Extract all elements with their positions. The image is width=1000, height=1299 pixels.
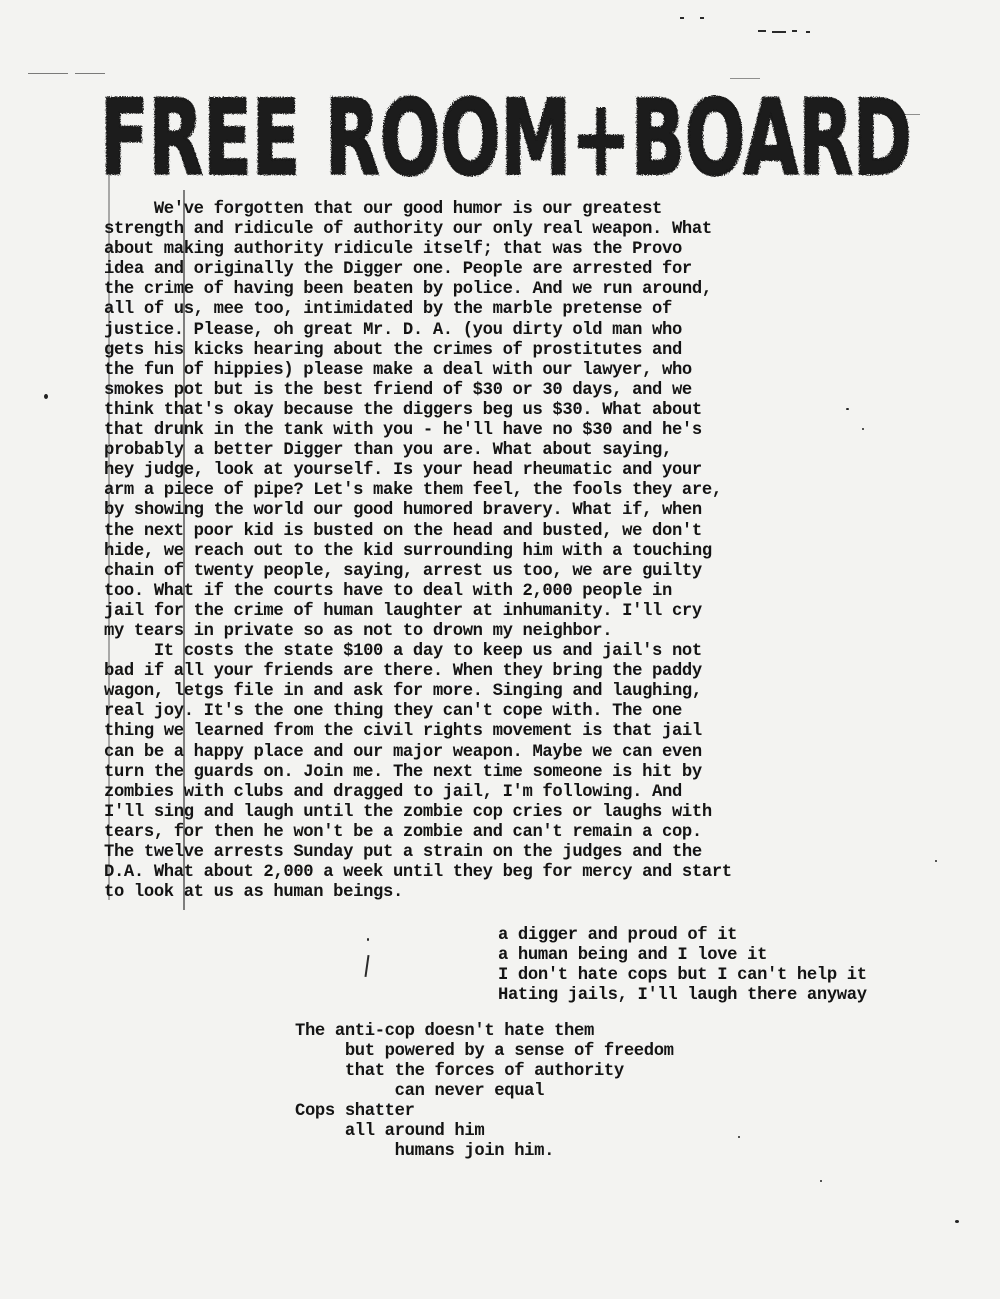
body-line: my tears in private so as not to drown my neighbor. bbox=[104, 621, 613, 641]
paper-speck bbox=[367, 938, 369, 941]
top-dash-mark bbox=[772, 31, 786, 33]
body-line: tears, for then he won't be a zombie and can't remain a cop. bbox=[104, 822, 702, 842]
paper-speck bbox=[955, 1220, 959, 1223]
body-line: I'll sing and laugh until the zombie cop cries or laughs with bbox=[104, 802, 712, 822]
body-line: hey judge, look at yourself. Is your head rheumatic and your bbox=[104, 461, 702, 481]
body-line: probably a better Digger than you are. What about saying, bbox=[104, 441, 672, 461]
body-line: idea and originally the Digger one. People are arrested for bbox=[104, 260, 692, 280]
top-dash-mark bbox=[806, 31, 810, 33]
body-line: about making authority ridicule itself; that was the Provo bbox=[104, 240, 682, 260]
top-dash-mark bbox=[680, 17, 684, 19]
body-line: all of us, mee too, intimidated by the marble pretense of bbox=[104, 300, 672, 320]
body-line: arm a piece of pipe? Let's make them feel, the fools they are, bbox=[104, 481, 722, 501]
poem-line: but powered by a sense of freedom bbox=[295, 1042, 674, 1061]
signature-line: a digger and proud of it bbox=[498, 926, 738, 945]
poem-line: The anti-cop doesn't hate them bbox=[295, 1022, 594, 1041]
body-line: smokes pot but is the best friend of $30 or 30 days, and we bbox=[104, 380, 692, 400]
header-dash-line bbox=[28, 73, 68, 74]
paper-speck bbox=[820, 1180, 822, 1182]
body-line: strength and ridicule of authority our only real weapon. What bbox=[104, 220, 712, 240]
header-dash-line bbox=[75, 73, 105, 74]
poem-line: can never equal bbox=[295, 1082, 545, 1101]
body-line: that drunk in the tank with you - he'll have no $30 and he's bbox=[104, 421, 702, 441]
paper-speck bbox=[44, 394, 48, 399]
body-line: We've forgotten that our good humor is our greatest bbox=[104, 200, 662, 219]
poem-line: that the forces of authority bbox=[295, 1062, 624, 1081]
top-dash-mark bbox=[758, 30, 766, 32]
body-line: by showing the world our good humored bravery. What if, when bbox=[104, 501, 702, 521]
header-dash-line bbox=[730, 78, 760, 79]
title-lettering bbox=[98, 82, 918, 192]
paper-speck bbox=[935, 860, 937, 862]
body-line: real joy. It's the one thing they can't cope with. The one bbox=[104, 702, 682, 722]
body-line: hide, we reach out to the kid surrounding him with a touching bbox=[104, 541, 712, 561]
body-line: wagon, letgs file in and ask for more. Singing and laughing, bbox=[104, 682, 702, 702]
body-line: It costs the state $100 a day to keep us and jail's not bbox=[104, 642, 702, 662]
poem-line: humans join him. bbox=[295, 1142, 555, 1161]
body-line: the fun of hippies) please make a deal with our lawyer, who bbox=[104, 360, 692, 380]
body-line: too. What if the courts have to deal with 2,000 people in bbox=[104, 581, 672, 601]
body-line: chain of twenty people, saying, arrest us too, we are guilty bbox=[104, 561, 702, 581]
pen-stroke bbox=[364, 955, 369, 977]
body-line: The twelve arrests Sunday put a strain on the judges and the bbox=[104, 843, 702, 862]
article-body bbox=[104, 200, 874, 903]
paper-speck bbox=[862, 428, 864, 430]
paper-speck bbox=[738, 1136, 740, 1138]
signature-line: I don't hate cops but I can't help it bbox=[498, 966, 867, 985]
body-line: bad if all your friends are there. When they bring the paddy bbox=[104, 662, 702, 682]
body-line: to look at us as human beings. bbox=[104, 883, 403, 903]
body-line: thing we learned from the civil rights movement is that jail bbox=[104, 722, 702, 742]
body-line: jail for the crime of human laughter at inhumanity. I'll cry bbox=[104, 601, 702, 621]
body-line: can be a happy place and our major weapon. Maybe we can even bbox=[104, 742, 702, 762]
body-line: the crime of having been beaten by police. And we run around, bbox=[104, 280, 712, 300]
signature-line: a human being and I love it bbox=[498, 946, 768, 965]
top-dash-mark bbox=[792, 30, 797, 32]
signature-line: Hating jails, I'll laugh there anyway bbox=[498, 986, 867, 1005]
body-line: think that's okay because the diggers beg us $30. What about bbox=[104, 400, 702, 420]
body-line: the next poor kid is busted on the head and busted, we don't bbox=[104, 521, 702, 541]
poem-line: Cops shatter bbox=[295, 1102, 415, 1121]
closing-poem bbox=[295, 1022, 815, 1162]
top-dash-mark bbox=[700, 17, 704, 19]
title-text: FREE ROOM+BOARD bbox=[100, 82, 913, 192]
body-line: gets his kicks hearing about the crimes of prostitutes and bbox=[104, 340, 682, 360]
paper-speck bbox=[846, 408, 849, 410]
body-line: turn the guards on. Join me. The next time someone is hit by bbox=[104, 762, 702, 782]
signature-stanza bbox=[498, 926, 938, 1006]
poem-line: all around him bbox=[295, 1122, 485, 1141]
body-line: justice. Please, oh great Mr. D. A. (you dirty old man who bbox=[104, 320, 682, 340]
body-line: zombies with clubs and dragged to jail, I'm following. And bbox=[104, 782, 682, 802]
body-line: D.A. What about 2,000 a week until they beg for mercy and start bbox=[104, 863, 732, 883]
page-title bbox=[98, 82, 918, 192]
